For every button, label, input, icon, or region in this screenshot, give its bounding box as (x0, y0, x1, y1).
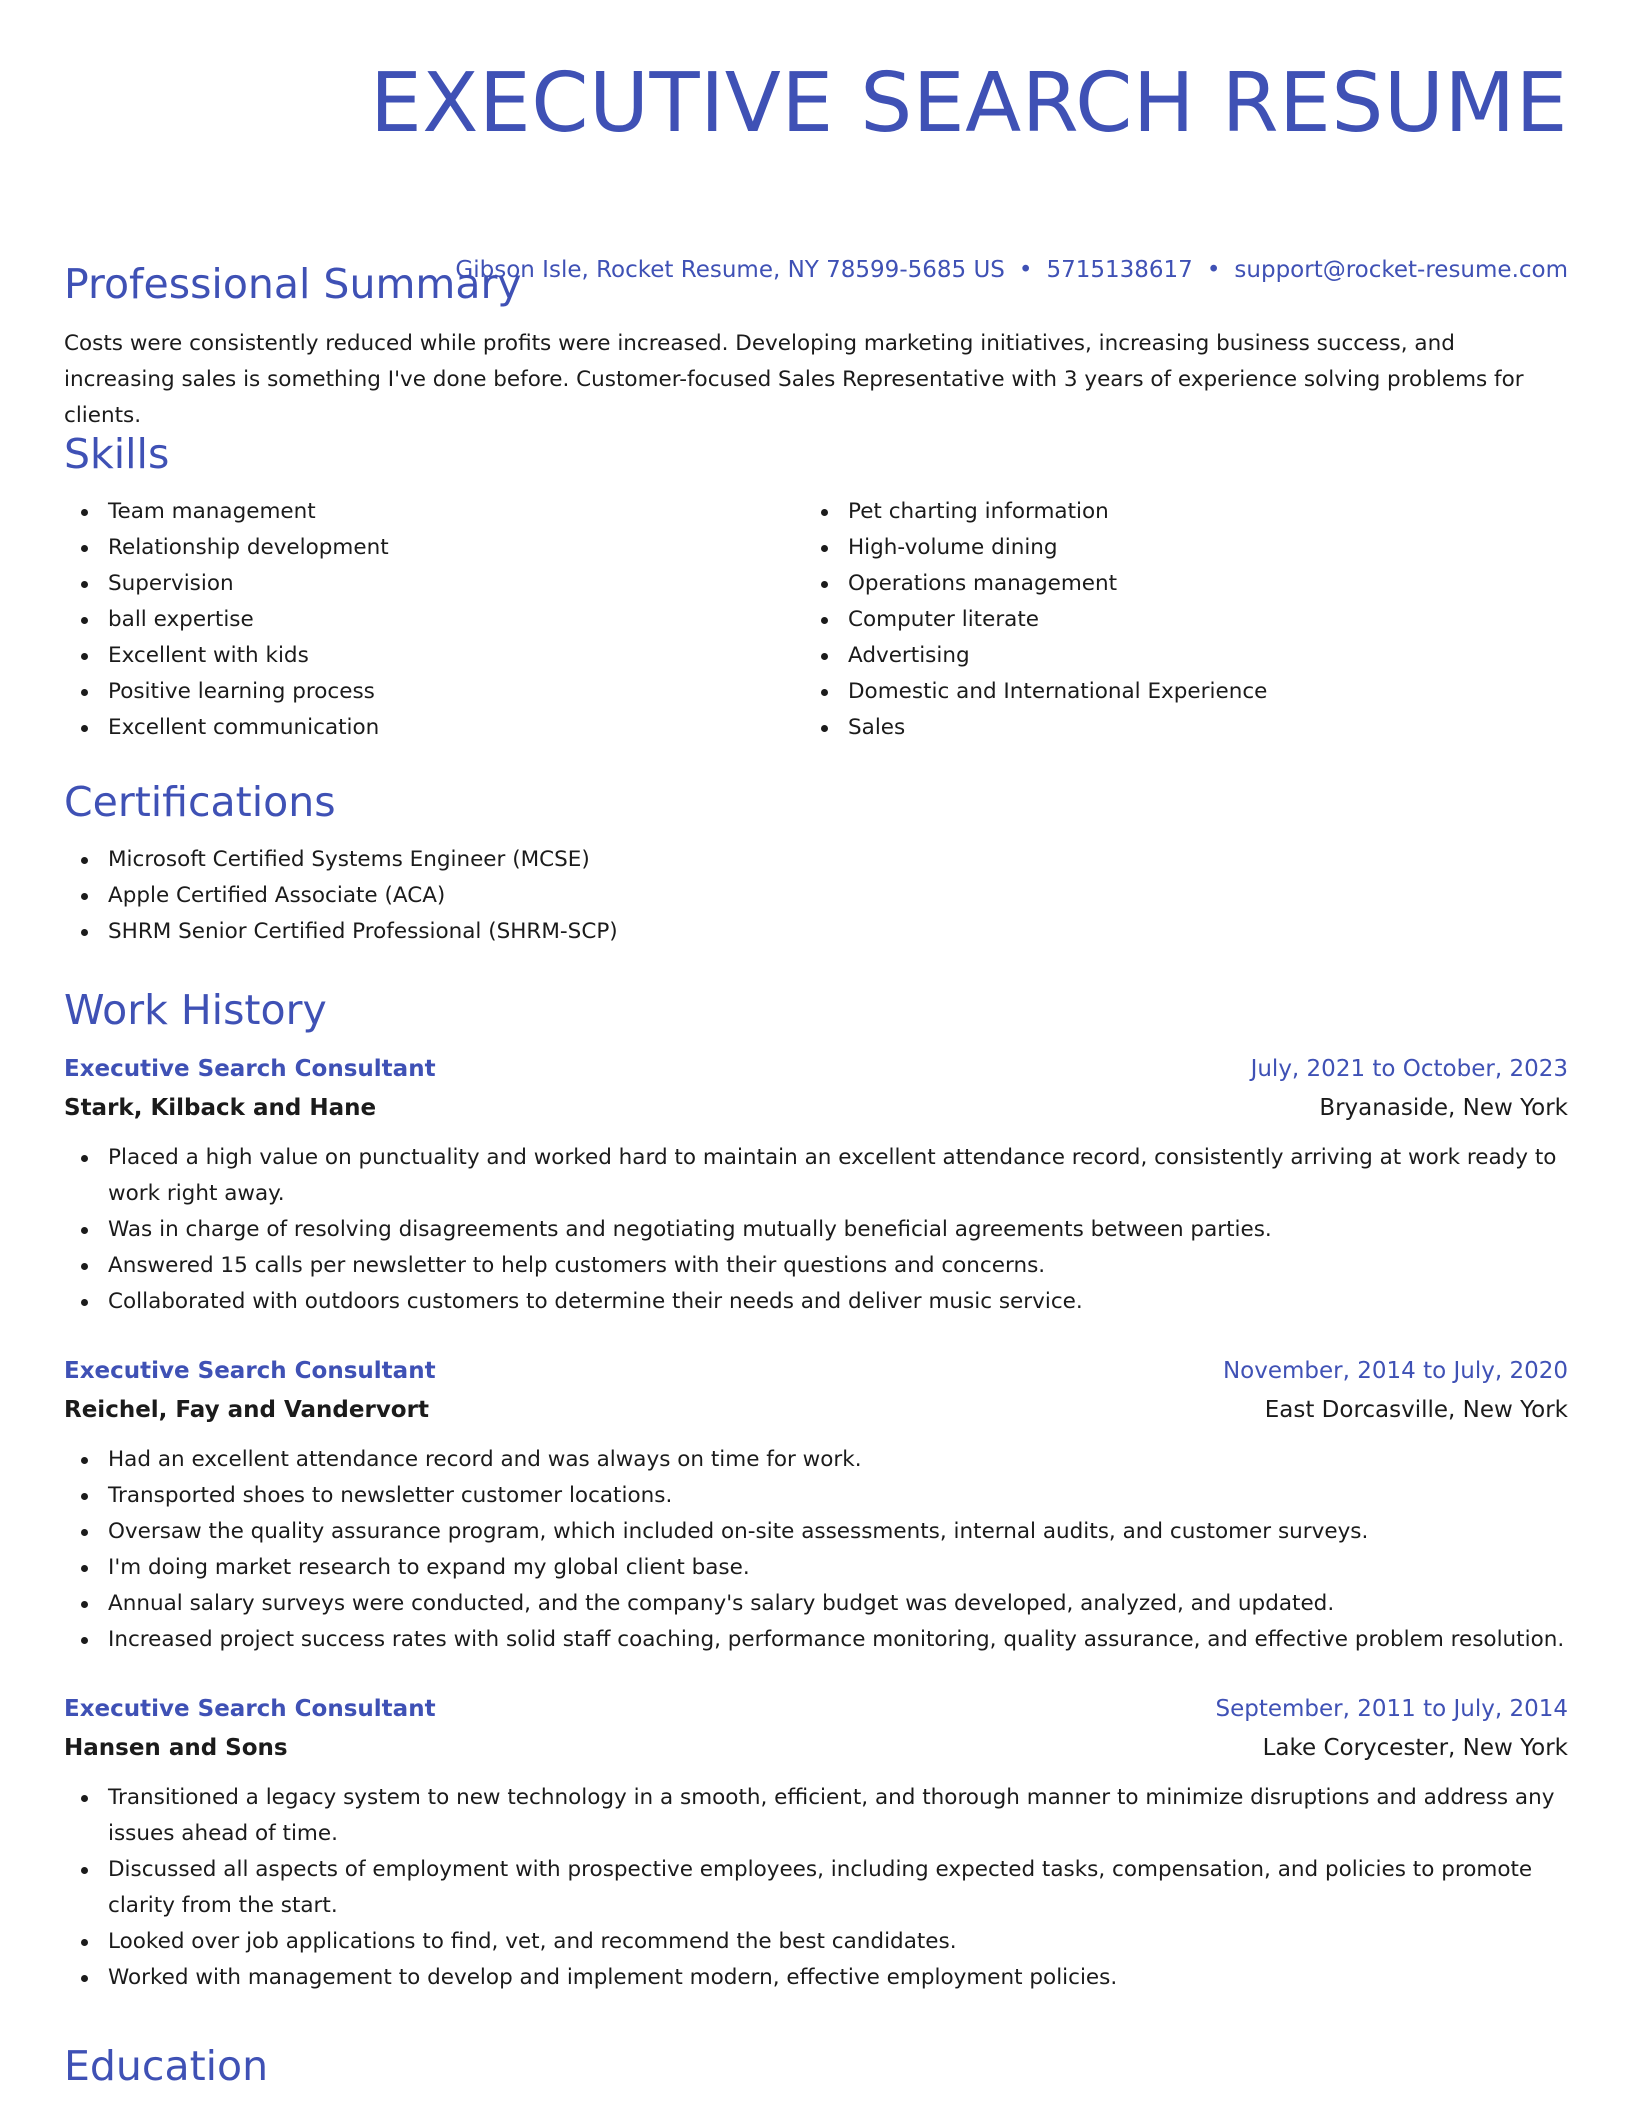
list-item: Pet charting information (848, 494, 1544, 530)
job-title: Executive Search Consultant (64, 1358, 436, 1384)
education-heading: Education (64, 2042, 269, 2090)
list-item: Excellent with kids (108, 638, 804, 674)
list-item: Increased project success rates with solid staff coaching, performance monitoring, quality assurance, and effective problem resolution. (108, 1622, 1568, 1658)
job-location: Bryanaside, New York (1319, 1095, 1568, 1121)
list-item: Relationship development (108, 530, 804, 566)
resume-title: EXECUTIVE SEARCH RESUME (369, 56, 1568, 151)
list-item: Apple Certified Associate (ACA) (108, 878, 1568, 914)
job-company: Stark, Kilback and Hane (64, 1095, 377, 1121)
job-bullets (64, 1442, 1568, 1658)
list-item: Supervision (108, 566, 804, 602)
summary-section (64, 258, 1568, 434)
contact-email: support@rocket-resume.com (1234, 257, 1568, 283)
list-item: Transported shoes to newsletter customer locations. (108, 1478, 1568, 1514)
list-item: Domestic and International Experience (848, 674, 1544, 710)
list-item: Annual salary surveys were conducted, and the company's salary budget was developed, analyzed, and updated. (108, 1586, 1568, 1622)
list-item: I'm doing market research to expand my global client base. (108, 1550, 1568, 1586)
list-item: Microsoft Certified Systems Engineer (MCSE) (108, 842, 1568, 878)
skills-heading: Skills (64, 430, 170, 478)
list-item: Was in charge of resolving disagreements and negotiating mutually beneficial agreements between parties. (108, 1212, 1568, 1248)
job-title-row (64, 1352, 1568, 1390)
education-section (64, 2040, 1568, 2092)
list-item: Worked with management to develop and implement modern, effective employment policies. (108, 1960, 1568, 1996)
resume-header (64, 0, 1568, 156)
job-company-row (64, 1728, 1568, 1768)
job-location: East Dorcasville, New York (1264, 1397, 1568, 1423)
contact-address: Gibson Isle, Rocket Resume, NY 78599-5685 US (455, 257, 1005, 283)
job-entry (64, 1690, 1568, 1996)
list-item: SHRM Senior Certified Professional (SHRM-SCP) (108, 914, 1568, 950)
contact-separator: • (1018, 257, 1033, 283)
summary-heading: Professional Summary (64, 260, 522, 308)
list-item: Collaborated with outdoors customers to determine their needs and deliver music service. (108, 1284, 1568, 1320)
list-item: Sales (848, 710, 1544, 746)
list-item: Oversaw the quality assurance program, which included on-site assessments, internal audits, and customer surveys. (108, 1514, 1568, 1550)
work-history-heading: Work History (64, 986, 327, 1034)
job-entry (64, 1050, 1568, 1320)
contact-phone: 5715138617 (1046, 257, 1193, 283)
list-item: Advertising (848, 638, 1544, 674)
list-item: Transitioned a legacy system to new technology in a smooth, efficient, and thorough manner to minimize disruptions and address any issues ahead of time. (108, 1780, 1568, 1852)
list-item: ball expertise (108, 602, 804, 638)
job-title: Executive Search Consultant (64, 1056, 436, 1082)
certifications-section (64, 776, 1568, 950)
list-item: Answered 15 calls per newsletter to help customers with their questions and concerns. (108, 1248, 1568, 1284)
skills-columns (64, 494, 1568, 746)
list-item: Computer literate (848, 602, 1544, 638)
work-history-section (64, 984, 1568, 1036)
job-title: Executive Search Consultant (64, 1696, 436, 1722)
summary-text: Costs were consistently reduced while profits were increased. Developing marketing initiatives, increasing business success, and increasing sales is something I've done before. Customer-focused Sales Representative with 3 years of experience solving problems for clients. (64, 331, 1524, 428)
list-item: Team management (108, 494, 804, 530)
job-entry (64, 1352, 1568, 1658)
skills-list-right (804, 494, 1544, 746)
skills-column-right (804, 494, 1544, 746)
job-dates: September, 2011 to July, 2014 (1215, 1696, 1568, 1722)
job-title-row (64, 1690, 1568, 1728)
skills-section (64, 428, 1568, 746)
list-item: Had an excellent attendance record and was always on time for work. (108, 1442, 1568, 1478)
job-company: Hansen and Sons (64, 1735, 288, 1761)
job-bullets (64, 1140, 1568, 1320)
list-item: Looked over job applications to find, vet, and recommend the best candidates. (108, 1924, 1568, 1960)
list-item: Operations management (848, 566, 1544, 602)
certifications-list (64, 842, 1568, 950)
job-company-row (64, 1390, 1568, 1430)
certifications-heading: Certifications (64, 778, 336, 826)
job-location: Lake Corycester, New York (1262, 1735, 1568, 1761)
list-item: Positive learning process (108, 674, 804, 710)
list-item: Discussed all aspects of employment with prospective employees, including expected tasks, compensation, and policies to promote clarity from the start. (108, 1852, 1568, 1924)
list-item: Excellent communication (108, 710, 804, 746)
skills-column-left (64, 494, 804, 746)
job-company: Reichel, Fay and Vandervort (64, 1397, 429, 1423)
list-item: High-volume dining (848, 530, 1544, 566)
job-bullets (64, 1780, 1568, 1996)
job-company-row (64, 1088, 1568, 1128)
job-title-row (64, 1050, 1568, 1088)
contact-separator: • (1206, 257, 1221, 283)
list-item: Placed a high value on punctuality and worked hard to maintain an excellent attendance record, consistently arriving at work ready to work right away. (108, 1140, 1568, 1212)
job-dates: November, 2014 to July, 2020 (1222, 1358, 1568, 1384)
skills-list-left (64, 494, 804, 746)
job-dates: July, 2021 to October, 2023 (1250, 1056, 1568, 1082)
